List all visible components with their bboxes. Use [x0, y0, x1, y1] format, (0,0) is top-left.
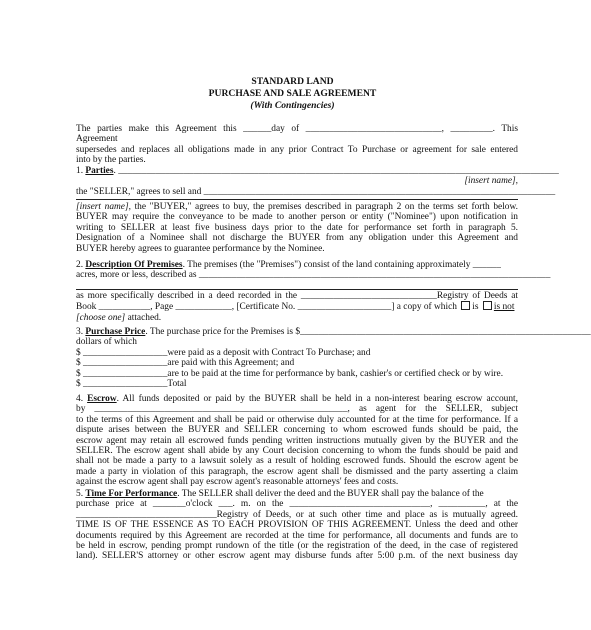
section-line — [76, 202, 518, 212]
section-parties — [76, 166, 559, 197]
doc-title-line1: STANDARD LAND — [251, 76, 334, 87]
blank-rule — [76, 199, 518, 200]
intro-paragraph — [76, 124, 518, 166]
section-number: 2. — [76, 260, 84, 270]
choose-one-note: [choose one] — [76, 312, 126, 323]
section-number: 4. — [76, 394, 84, 404]
section-purchase-price — [76, 327, 591, 390]
section-line: to the terms of this Agreement and shall be paid or otherwise duly accounted for at the time for performance. If a — [76, 414, 518, 425]
section-line: BUYER hereby agrees to guarantee performance by the Nominee. — [76, 243, 325, 254]
section-heading: Parties — [85, 166, 114, 176]
section-line — [76, 489, 518, 499]
section-heading: Purchase Price — [85, 327, 146, 337]
section-line: dollars of which — [76, 337, 137, 348]
section-line: SELLER. The escrow agent shall abide by any Court decision concerning to whom the funds should be paid and — [76, 446, 518, 457]
section-line: $ __________________Total — [76, 379, 187, 390]
section-number: 5. — [76, 489, 84, 499]
section-description-body — [76, 291, 518, 323]
section-heading: Description Of Premises — [85, 260, 183, 270]
section-heading: Escrow — [87, 394, 117, 404]
section-line: BUYER may require the conveyance to be made to another person or entity ("Nominee") upon notification in — [76, 212, 518, 223]
section-text: attached. — [125, 312, 162, 323]
section-line — [76, 176, 518, 186]
section-line: $ __________________are to be paid at the time for performance by bank, cashier's or certified check or by wire. — [76, 368, 504, 379]
section-line: the "SELLER," agrees to sell and ___________________________________________________________________________ — [76, 186, 556, 197]
section-text: . The purchase price for the Premises is $______________________________________________________________ — [145, 327, 591, 337]
section-text: . All funds deposited or paid by the BUYER shall be held in a non-interest bearing escrow account, — [116, 394, 519, 404]
section-line: shall not be made a party to a lawsuit solely as a result of holding escrowed funds. Should the escrow agent be — [76, 456, 518, 467]
section-text: Book ___________, Page ____________, [Certificate No. ____________________] a copy of which — [76, 302, 457, 313]
section-line: made a party in violation of this paragraph, the escrow agent shall be dismissed and the party asserting a claim — [76, 466, 518, 477]
section-number: 1. — [76, 166, 84, 176]
intro-line: into by the parties. — [76, 155, 146, 166]
section-line: by ______________________________________________________, as agent for the SELLER, subject — [76, 404, 518, 415]
section-line: $ __________________are paid with this Agreement; and — [76, 358, 295, 369]
section-line — [76, 394, 518, 404]
insert-name-note: [insert name], — [464, 176, 518, 187]
section-line: ______________________________Registry of Deeds, or at such other time and place as is mutually agreed. — [76, 509, 518, 520]
section-line — [76, 301, 518, 312]
section-escrow — [76, 394, 518, 488]
section-heading: Time For Performance — [85, 489, 178, 499]
section-line: land). SELLER'S attorney or other escrow agent may disburse funds after 5:00 p.m. of the next business day — [76, 551, 518, 562]
insert-name-note: [insert name], — [76, 202, 131, 212]
section-number: 3. — [76, 327, 84, 337]
checkbox-is[interactable] — [461, 301, 470, 310]
section-line: against the escrow agent shall pay escrow agent's reasonable attorneys' fees and costs. — [76, 477, 399, 488]
section-line: purchase price at _______o'clock ___. m. on the ______________________________, __________, at the — [76, 499, 518, 510]
section-line: $ __________________were paid as a deposit with Contract To Purchase; and — [76, 347, 371, 358]
section-line: Designation of a Nominee shall not discharge the BUYER from any obligation under this Agreement and — [76, 233, 518, 244]
section-line: be held in escrow, pending prompt rundown of the title (or the registration of the deed, in the case of registered — [76, 541, 518, 552]
blank-rule — [76, 289, 518, 290]
intro-line: supersedes and replaces all obligations made in any prior Contract To Purchase or agreement for sale entered — [76, 144, 518, 155]
section-line — [76, 260, 518, 270]
section-text: . The SELLER shall deliver the deed and the BUYER shall pay the balance of the — [177, 489, 484, 499]
section-text: . ______________________________________________________________________________________________ — [113, 166, 559, 176]
section-line: as more specifically described in a deed recorded in the _____________________________Registry of Deeds at — [76, 291, 518, 301]
section-line: TIME IS OF THE ESSENCE AS TO EACH PROVISION OF THIS AGREEMENT. Unless the deed and other — [76, 520, 518, 531]
doc-title-line2: PURCHASE AND SALE AGREEMENT — [208, 88, 377, 99]
doc-title-line3: (With Contingencies) — [250, 100, 335, 111]
section-line — [76, 166, 559, 176]
checkbox-label: is not — [493, 302, 515, 313]
section-line: writing to SELLER at least five business days prior to the date for performance set forth in paragraph 5. — [76, 222, 518, 233]
section-time-for-performance — [76, 489, 518, 562]
section-line — [76, 327, 591, 337]
section-line: escrow agent may retain all escrowed funds pending written instructions mutually given by the BUYER and the — [76, 435, 518, 446]
checkbox-label: is — [472, 302, 479, 313]
section-line — [76, 313, 518, 323]
section-text: . The premises (the "Premises") consist of the land containing approximately ______ — [182, 260, 501, 270]
section-line: dispute arises between the BUYER and SELLER concerning to whom escrowed funds should be paid, the — [76, 425, 518, 436]
section-parties-body — [76, 202, 518, 254]
section-text: the "BUYER," agrees to buy, the premises described in paragraph 2 on the terms set forth below. — [130, 202, 518, 212]
checkbox-is-not[interactable] — [483, 301, 492, 310]
section-line: acres, more or less, described as ___________________________________________________________________________ — [76, 270, 551, 281]
section-line: documents required by this Agreement are recorded at the time for performance, all documents and funds are to — [76, 530, 518, 541]
section-description — [76, 260, 551, 281]
intro-line: The parties make this Agreement this ______day of _____________________________, _________. This Agreement — [76, 124, 518, 145]
